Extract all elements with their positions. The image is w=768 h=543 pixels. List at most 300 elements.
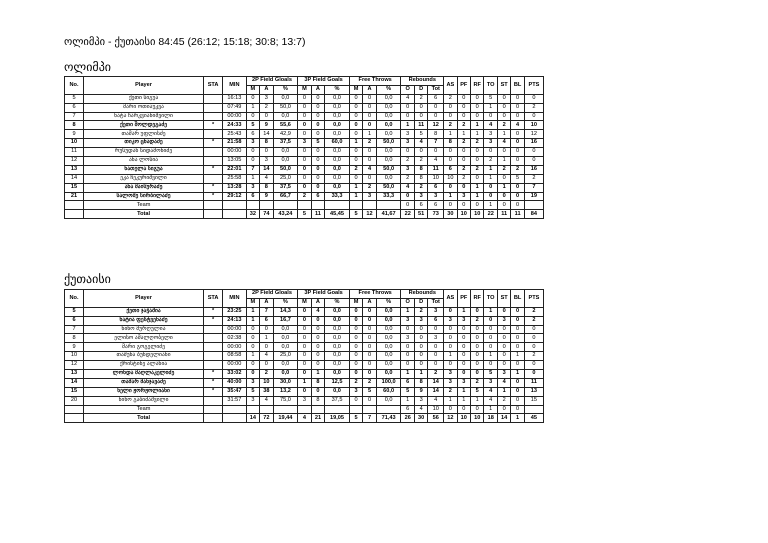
col-header-3p-field-goals: 3P Field Goals [298,290,350,299]
stat-ftp: 0,0 [376,307,401,316]
stat-fg3p: 0,0 [325,130,350,139]
col-subheader-d: D [414,85,427,94]
player-row [65,370,544,379]
stat-pts: 0 [524,370,543,379]
stat-bl: 1 [511,352,524,361]
stat-st: 2 [497,396,510,405]
stat-fg2m: 6 [246,192,259,201]
minutes-played: 35:47 [223,387,247,396]
stat-rf: 2 [471,165,484,174]
stat-pts: 0 [524,148,543,157]
stat-tot: 0 [428,325,444,334]
starter-mark [204,325,223,334]
starter-mark: * [204,183,223,192]
empty-cell [260,405,273,414]
col-header-st: ST [497,290,510,308]
total-stat-fg2p: 43,24 [273,210,298,219]
stat-as: 2 [444,94,457,103]
stat-tot: 6 [428,183,444,192]
stat-d: 2 [414,183,427,192]
col-header-2p-field-goals: 2P Field Gloals [246,290,298,299]
player-name: ნინო მურღულია [84,325,204,334]
team-row [65,201,544,210]
stat-fg2p: 30,0 [273,378,298,387]
stat-fg3a: 0 [311,121,324,130]
stat-tot: 0 [428,361,444,370]
stat-fta: 0 [363,343,376,352]
stat-fg2p: 0,0 [273,361,298,370]
minutes-played: 00:00 [223,148,247,157]
stat-fg2a: 9 [260,192,273,201]
stat-ftm: 1 [349,139,362,148]
stat-tot: 0 [428,103,444,112]
col-header-as: AS [444,77,457,95]
stat-ftp: 0,0 [376,361,401,370]
stat-ftp: 60,0 [376,387,401,396]
stat-fg2m: 0 [246,361,259,370]
stat-pf: 0 [457,103,470,112]
stat-rf: 0 [471,352,484,361]
stat-fg3p: 0,0 [325,307,350,316]
stat-fta: 4 [363,165,376,174]
player-row [65,139,544,148]
starter-mark: * [204,378,223,387]
stat-d: 1 [414,370,427,379]
stat-fg3m: 0 [298,165,311,174]
minutes-played: 23:25 [223,307,247,316]
stat-ftp: 0,0 [376,112,401,121]
stat-rf: 0 [471,343,484,352]
total-stat-fg3m: 4 [298,414,311,423]
player-name: თამარ უფლისძე [84,130,204,139]
stat-fg3m: 0 [298,334,311,343]
player-row [65,325,544,334]
stat-d: 2 [414,157,427,166]
team-name-home: ოლიმპი [64,60,111,74]
stat-ftm: 0 [349,148,362,157]
total-row-label: Total [84,210,204,219]
stat-ftm: 1 [349,192,362,201]
player-name: თიკო ცხადაძე [84,139,204,148]
stat-pf: 0 [457,361,470,370]
minutes-played: 16:13 [223,94,247,103]
col-header-bl: BL [511,290,524,308]
stat-bl: 2 [511,165,524,174]
col-header-pf: PF [457,77,470,95]
team-stat-as: 0 [444,405,457,414]
stat-fta: 0 [363,94,376,103]
stat-to: 5 [484,94,497,103]
stat-to: 3 [484,130,497,139]
stat-tot: 14 [428,378,444,387]
stat-d: 3 [414,316,427,325]
stat-fg3m: 0 [298,94,311,103]
stat-fg2m: 0 [246,112,259,121]
stat-st: 2 [497,121,510,130]
starter-mark: * [204,370,223,379]
stat-bl: 0 [511,361,524,370]
stat-tot: 8 [428,130,444,139]
stat-as: 10 [444,174,457,183]
stat-bl: 0 [511,94,524,103]
stat-fta: 0 [363,325,376,334]
stat-fg3a: 4 [311,307,324,316]
stat-o: 3 [401,139,414,148]
player-number: 8 [65,121,84,130]
total-stat-fg2p: 19,44 [273,414,298,423]
stat-pf: 0 [457,112,470,121]
stat-fg2m: 0 [246,370,259,379]
col-header-to: TO [484,290,497,308]
stat-fg3m: 0 [298,121,311,130]
stat-fta: 0 [363,121,376,130]
stat-ftm: 0 [349,94,362,103]
stat-fg3a: 6 [311,192,324,201]
stat-fta: 2 [363,378,376,387]
stat-ftp: 50,0 [376,183,401,192]
stat-to: 1 [484,307,497,316]
col-header-2p-field-goals: 2P Field Gloals [246,77,298,86]
stat-ftm: 0 [349,370,362,379]
total-stat-fg3a: 11 [311,210,324,219]
col-header-rebounds: Rebounds [401,290,444,299]
stat-fg2p: 55,6 [273,121,298,130]
col-header-free-throws: Free Throws [349,77,401,86]
stat-st: 2 [497,165,510,174]
stat-as: 1 [444,352,457,361]
team-stat-tot: 6 [428,201,444,210]
player-name: ნათელა სიგუა [84,165,204,174]
total-stat-d: 51 [414,210,427,219]
col-subheader-pct: % [273,298,298,307]
player-row [65,174,544,183]
stat-fg3a: 5 [311,139,324,148]
stat-pf: 1 [457,396,470,405]
empty-cell [223,210,247,219]
starter-mark [204,334,223,343]
player-row [65,352,544,361]
col-subheader-m: M [246,85,259,94]
stat-to: 4 [484,121,497,130]
stat-fg3a: 0 [311,334,324,343]
total-stat-fg3p: 19,05 [325,414,350,423]
total-stat-d: 30 [414,414,427,423]
col-header-rf: RF [471,77,484,95]
stat-fg2a: 3 [260,157,273,166]
player-name: ელისო ამალღობელი [84,334,204,343]
stat-d: 3 [414,192,427,201]
player-number: 14 [65,174,84,183]
stat-fg3p: 0,0 [325,121,350,130]
stat-as: 0 [444,103,457,112]
minutes-played: 29:12 [223,192,247,201]
stat-pf: 0 [457,94,470,103]
total-stat-pf: 10 [457,210,470,219]
stat-o: 0 [401,352,414,361]
stat-fg2p: 75,0 [273,396,298,405]
team-stat-d: 4 [414,405,427,414]
stat-d: 9 [414,387,427,396]
stat-st: 1 [497,387,510,396]
stat-fta: 0 [363,174,376,183]
stat-ftp: 0,0 [376,148,401,157]
minutes-played: 00:00 [223,361,247,370]
stat-to: 0 [484,148,497,157]
stat-as: 0 [444,325,457,334]
player-name: ხატია ფესტვენაძე [84,316,204,325]
stat-fta: 2 [363,183,376,192]
stat-o: 0 [401,343,414,352]
stat-pts: 15 [524,396,543,405]
stat-tot: 12 [428,121,444,130]
stat-to: 0 [484,325,497,334]
stat-as: 0 [444,361,457,370]
stat-st: 1 [497,157,510,166]
stat-as: 0 [444,334,457,343]
stat-o: 0 [401,192,414,201]
empty-cell [204,405,223,414]
stat-fg2a: 6 [260,316,273,325]
starter-mark [204,396,223,405]
player-name: ქეთი სიგუა [84,94,204,103]
minutes-played: 40:00 [223,378,247,387]
stat-ftm: 0 [349,307,362,316]
stat-fg2a: 3 [260,94,273,103]
col-subheader-m: M [298,298,311,307]
stat-st: 0 [497,103,510,112]
stat-pf: 0 [457,183,470,192]
stat-pts: 11 [524,378,543,387]
stat-st: 0 [497,307,510,316]
header-row [65,290,544,299]
stat-fg2a: 0 [260,112,273,121]
col-header-min: MIN [223,290,247,308]
stat-as: 0 [444,183,457,192]
stat-fg2m: 0 [246,334,259,343]
empty-cell [524,405,543,414]
stat-bl: 0 [511,334,524,343]
stat-tot: 0 [428,352,444,361]
stat-fg2m: 7 [246,165,259,174]
stat-fg3m: 0 [298,307,311,316]
stat-tot: 2 [428,370,444,379]
stat-tot: 4 [428,396,444,405]
stat-ftm: 0 [349,361,362,370]
stat-o: 3 [401,334,414,343]
col-header-no: No. [65,77,84,95]
stat-fg3a: 0 [311,94,324,103]
stat-to: 0 [484,361,497,370]
stat-fg2p: 0,0 [273,334,298,343]
stat-fg2m: 1 [246,352,259,361]
stat-to: 0 [484,192,497,201]
stat-o: 0 [401,103,414,112]
minutes-played: 22:01 [223,165,247,174]
empty-cell [298,405,311,414]
stat-fg3a: 0 [311,361,324,370]
stat-fg3a: 0 [311,157,324,166]
stat-st: 0 [497,325,510,334]
stat-st: 0 [497,174,510,183]
stat-fta: 0 [363,112,376,121]
total-stat-st: 11 [497,210,510,219]
total-stat-fg2m: 14 [246,414,259,423]
minutes-played: 00:00 [223,325,247,334]
starter-mark [204,361,223,370]
stat-pf: 0 [457,370,470,379]
stat-fg2m: 3 [246,139,259,148]
starter-mark: * [204,165,223,174]
team-stat-o: 0 [401,201,414,210]
stat-fg3p: 0,0 [325,316,350,325]
stat-rf: 1 [471,192,484,201]
stat-fg2a: 14 [260,165,273,174]
stat-st: 4 [497,139,510,148]
stat-o: 4 [401,183,414,192]
player-number: 15 [65,387,84,396]
stat-to: 0 [484,183,497,192]
stat-fg3m: 0 [298,183,311,192]
stat-ftm: 0 [349,343,362,352]
empty-cell [223,201,247,210]
team-stat-d: 6 [414,201,427,210]
stat-bl: 0 [511,148,524,157]
stat-to: 2 [484,157,497,166]
stat-rf: 2 [471,378,484,387]
stat-ftm: 0 [349,325,362,334]
stat-tot: 7 [428,139,444,148]
stat-fg2a: 4 [260,352,273,361]
total-stat-to: 18 [484,414,497,423]
stat-bl: 0 [511,183,524,192]
stat-st: 1 [497,183,510,192]
empty-cell [363,405,376,414]
empty-cell [65,210,84,219]
stat-ftm: 0 [349,396,362,405]
stat-st: 0 [497,343,510,352]
stat-ftp: 0,0 [376,370,401,379]
empty-cell [246,201,259,210]
stat-pts: 19 [524,192,543,201]
total-stat-fg3a: 21 [311,414,324,423]
stat-fg2p: 25,0 [273,352,298,361]
stat-bl: 1 [511,370,524,379]
stat-rf: 0 [471,325,484,334]
player-row [65,343,544,352]
stat-o: 5 [401,387,414,396]
stat-pf: 1 [457,307,470,316]
empty-cell [246,405,259,414]
player-row [65,387,544,396]
stat-fg3p: 0,0 [325,343,350,352]
stat-rf: 2 [471,139,484,148]
stat-fg2m: 0 [246,148,259,157]
empty-cell [325,405,350,414]
col-subheader-a: A [311,298,324,307]
stat-st: 0 [497,112,510,121]
stat-fg3a: 8 [311,396,324,405]
player-number: 11 [65,148,84,157]
stat-o: 4 [401,94,414,103]
stat-tot: 11 [428,165,444,174]
player-number: 20 [65,396,84,405]
player-number: 12 [65,361,84,370]
stat-fg3a: 8 [311,378,324,387]
stat-to: 0 [484,112,497,121]
stat-fg2m: 5 [246,387,259,396]
stat-fg2a: 7 [260,307,273,316]
stat-to: 3 [484,139,497,148]
stat-fg3p: 0,0 [325,334,350,343]
stat-as: 0 [444,112,457,121]
stat-to: 1 [484,165,497,174]
player-number: 7 [65,112,84,121]
col-header-sta: STA [204,290,223,308]
col-header-3p-field-goals: 3P Field Goals [298,77,350,86]
stat-fg2a: 4 [260,174,273,183]
stat-fg2m: 1 [246,316,259,325]
stat-ftp: 100,0 [376,378,401,387]
col-header-pf: PF [457,290,470,308]
col-subheader-a: A [363,298,376,307]
stat-pts: 0 [524,112,543,121]
team-name-away: ქუთაისი [64,272,111,286]
starter-mark: * [204,121,223,130]
player-name: ნატა ჩარკვიანიშვილი [84,112,204,121]
stat-pf: 0 [457,352,470,361]
total-stat-to: 22 [484,210,497,219]
stat-fg2m: 1 [246,103,259,112]
player-name: ქეთი შოლდეგაძე [84,121,204,130]
total-stat-fg3p: 45,45 [325,210,350,219]
stat-ftm: 0 [349,334,362,343]
stat-ftp: 0,0 [376,103,401,112]
stat-bl: 0 [511,325,524,334]
total-stat-as: 12 [444,414,457,423]
stat-o: 1 [401,396,414,405]
empty-cell [65,414,84,423]
total-stat-rf: 10 [471,414,484,423]
stat-ftp: 0,0 [376,94,401,103]
minutes-played: 33:02 [223,370,247,379]
stat-fta: 0 [363,352,376,361]
stat-fg2p: 0,0 [273,325,298,334]
col-subheader-o: O [401,298,414,307]
total-stat-o: 26 [401,414,414,423]
stat-fg2p: 16,7 [273,316,298,325]
stat-fg2a: 0 [260,325,273,334]
starter-mark: * [204,139,223,148]
stat-fg2a: 0 [260,343,273,352]
total-stat-fg2m: 32 [246,210,259,219]
stat-fg3p: 0,0 [325,112,350,121]
col-header-player: Player [84,77,204,95]
stat-as: 8 [444,139,457,148]
team-stat-rf: 0 [471,405,484,414]
empty-cell [349,405,362,414]
player-row [65,307,544,316]
col-header-pts: PTS [524,290,543,308]
stat-pts: 13 [524,387,543,396]
empty-cell [363,201,376,210]
stat-fg2p: 13,2 [273,387,298,396]
player-row [65,361,544,370]
player-name: თამარ მანჯავაძე [84,378,204,387]
stat-d: 0 [414,325,427,334]
team-row-label: Team [84,201,204,210]
empty-cell [524,201,543,210]
starter-mark: * [204,387,223,396]
